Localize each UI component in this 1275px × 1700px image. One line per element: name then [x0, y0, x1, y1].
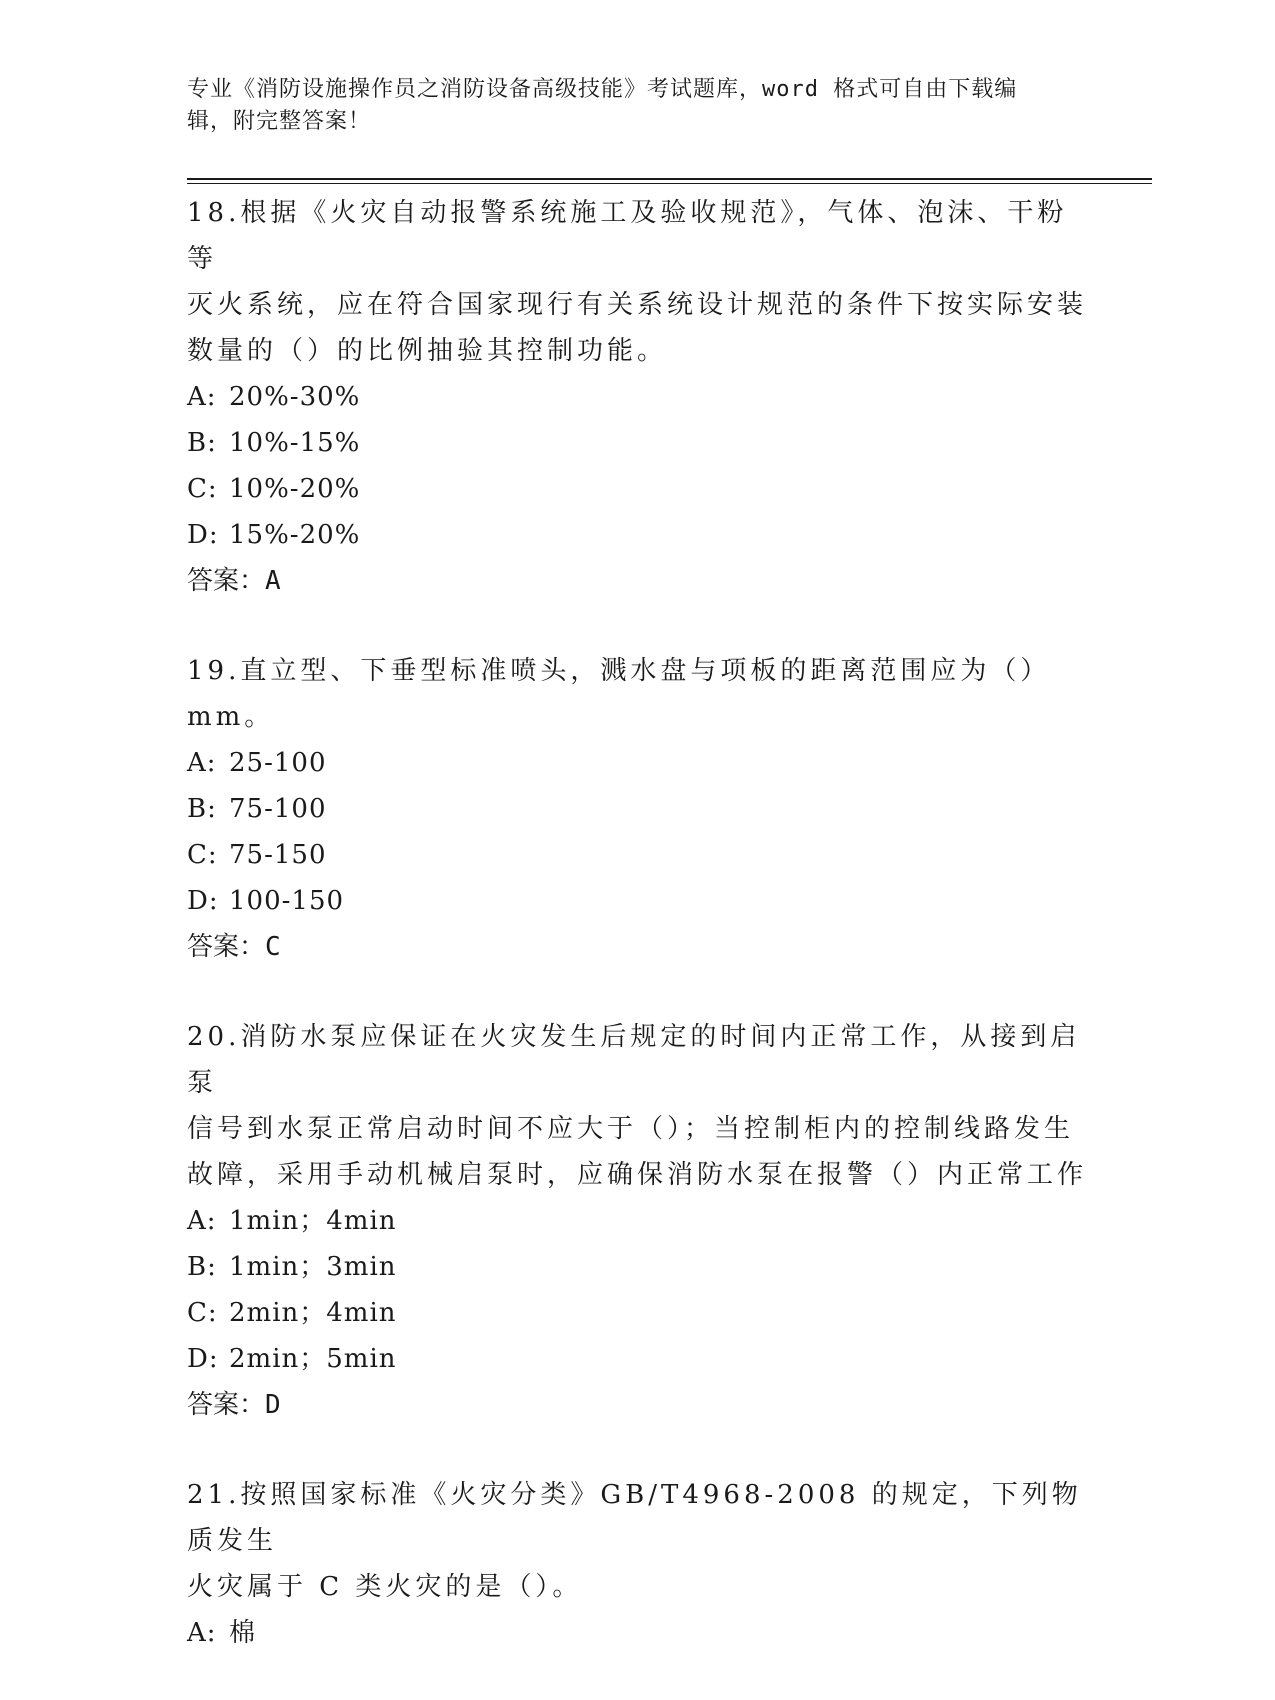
- header-line-1: 专业《消防设施操作员之消防设备高级技能》考试题库，word 格式可自由下载编: [187, 77, 1018, 102]
- question-stem-line: 故障，采用手动机械启泵时，应确保消防水泵在报警（）内正常工作: [187, 1160, 1088, 1190]
- answer-value: A: [265, 566, 281, 596]
- option-c: [187, 832, 1087, 878]
- option-text: 1min；3min: [229, 1252, 397, 1282]
- document-header: [187, 74, 1087, 138]
- option-text: 2min；5min: [229, 1344, 397, 1374]
- question-18: [187, 190, 1087, 604]
- option-text: 75-100: [229, 794, 327, 824]
- option-letter: D:: [187, 520, 219, 550]
- header-divider-thin: [187, 183, 1152, 184]
- option-d: [187, 512, 1087, 558]
- option-letter: A:: [187, 748, 217, 778]
- option-d: [187, 878, 1087, 924]
- option-letter: B:: [187, 794, 217, 824]
- option-b: [187, 420, 1087, 466]
- option-text: 10%-20%: [229, 474, 361, 504]
- question-stem-line: 19.直立型、下垂型标准喷头，溅水盘与项板的距离范围应为（）mm。: [187, 656, 1051, 732]
- option-text: 20%-30%: [229, 382, 361, 412]
- question-stem-line: 20.消防水泵应保证在火灾发生后规定的时间内正常工作，从接到启泵: [187, 1022, 1081, 1098]
- answer-line: [187, 924, 1087, 970]
- option-a: [187, 374, 1087, 420]
- header-line-2: 辑，附完整答案！: [187, 109, 372, 134]
- question-stem-line: 火灾属于 C 类火灾的是（）。: [187, 1572, 583, 1602]
- option-a: [187, 1610, 1087, 1656]
- question-stem-line: 21.按照国家标准《火灾分类》GB/T4968-2008 的规定，下列物质发生: [187, 1480, 1082, 1556]
- option-a: [187, 1198, 1087, 1244]
- option-b: [187, 786, 1087, 832]
- answer-value: C: [265, 932, 281, 962]
- option-text: 10%-15%: [229, 428, 361, 458]
- option-text: 75-150: [229, 840, 327, 870]
- option-d: [187, 1336, 1087, 1382]
- option-letter: D:: [187, 1344, 219, 1374]
- option-text: 2min；4min: [229, 1298, 397, 1328]
- option-letter: C:: [187, 1298, 218, 1328]
- question-19: [187, 648, 1087, 970]
- answer-value: D: [265, 1390, 281, 1420]
- answer-label: 答案：: [187, 932, 266, 962]
- option-letter: A:: [187, 382, 217, 412]
- option-b: [187, 1244, 1087, 1290]
- option-letter: A:: [187, 1618, 217, 1648]
- question-stem-line: 18.根据《火灾自动报警系统施工及验收规范》，气体、泡沫、干粉等: [187, 198, 1068, 274]
- option-text: 100-150: [229, 886, 345, 916]
- option-c: [187, 1290, 1087, 1336]
- option-letter: D:: [187, 886, 219, 916]
- option-letter: C:: [187, 474, 218, 504]
- option-letter: B:: [187, 428, 217, 458]
- option-letter: B:: [187, 1252, 217, 1282]
- option-text: 15%-20%: [229, 520, 361, 550]
- question-list: [187, 190, 1087, 1700]
- header-divider-thick: [187, 178, 1152, 180]
- option-a: [187, 740, 1087, 786]
- question-stem-line: 信号到水泵正常启动时间不应大于（）；当控制柜内的控制线路发生: [187, 1114, 1075, 1144]
- answer-line: [187, 1382, 1087, 1428]
- option-letter: A:: [187, 1206, 217, 1236]
- option-c: [187, 466, 1087, 512]
- question-20: [187, 1014, 1087, 1428]
- question-stem-line: 灭火系统，应在符合国家现行有关系统设计规范的条件下按实际安装: [187, 290, 1088, 320]
- option-letter: C:: [187, 840, 218, 870]
- option-text: 1min；4min: [229, 1206, 397, 1236]
- question-stem-line: 数量的（）的比例抽验其控制功能。: [187, 336, 668, 366]
- option-text: 棉: [229, 1618, 257, 1648]
- answer-label: 答案：: [187, 1390, 266, 1420]
- option-text: 25-100: [229, 748, 327, 778]
- question-21: [187, 1472, 1087, 1656]
- answer-line: [187, 558, 1087, 604]
- answer-label: 答案：: [187, 566, 266, 596]
